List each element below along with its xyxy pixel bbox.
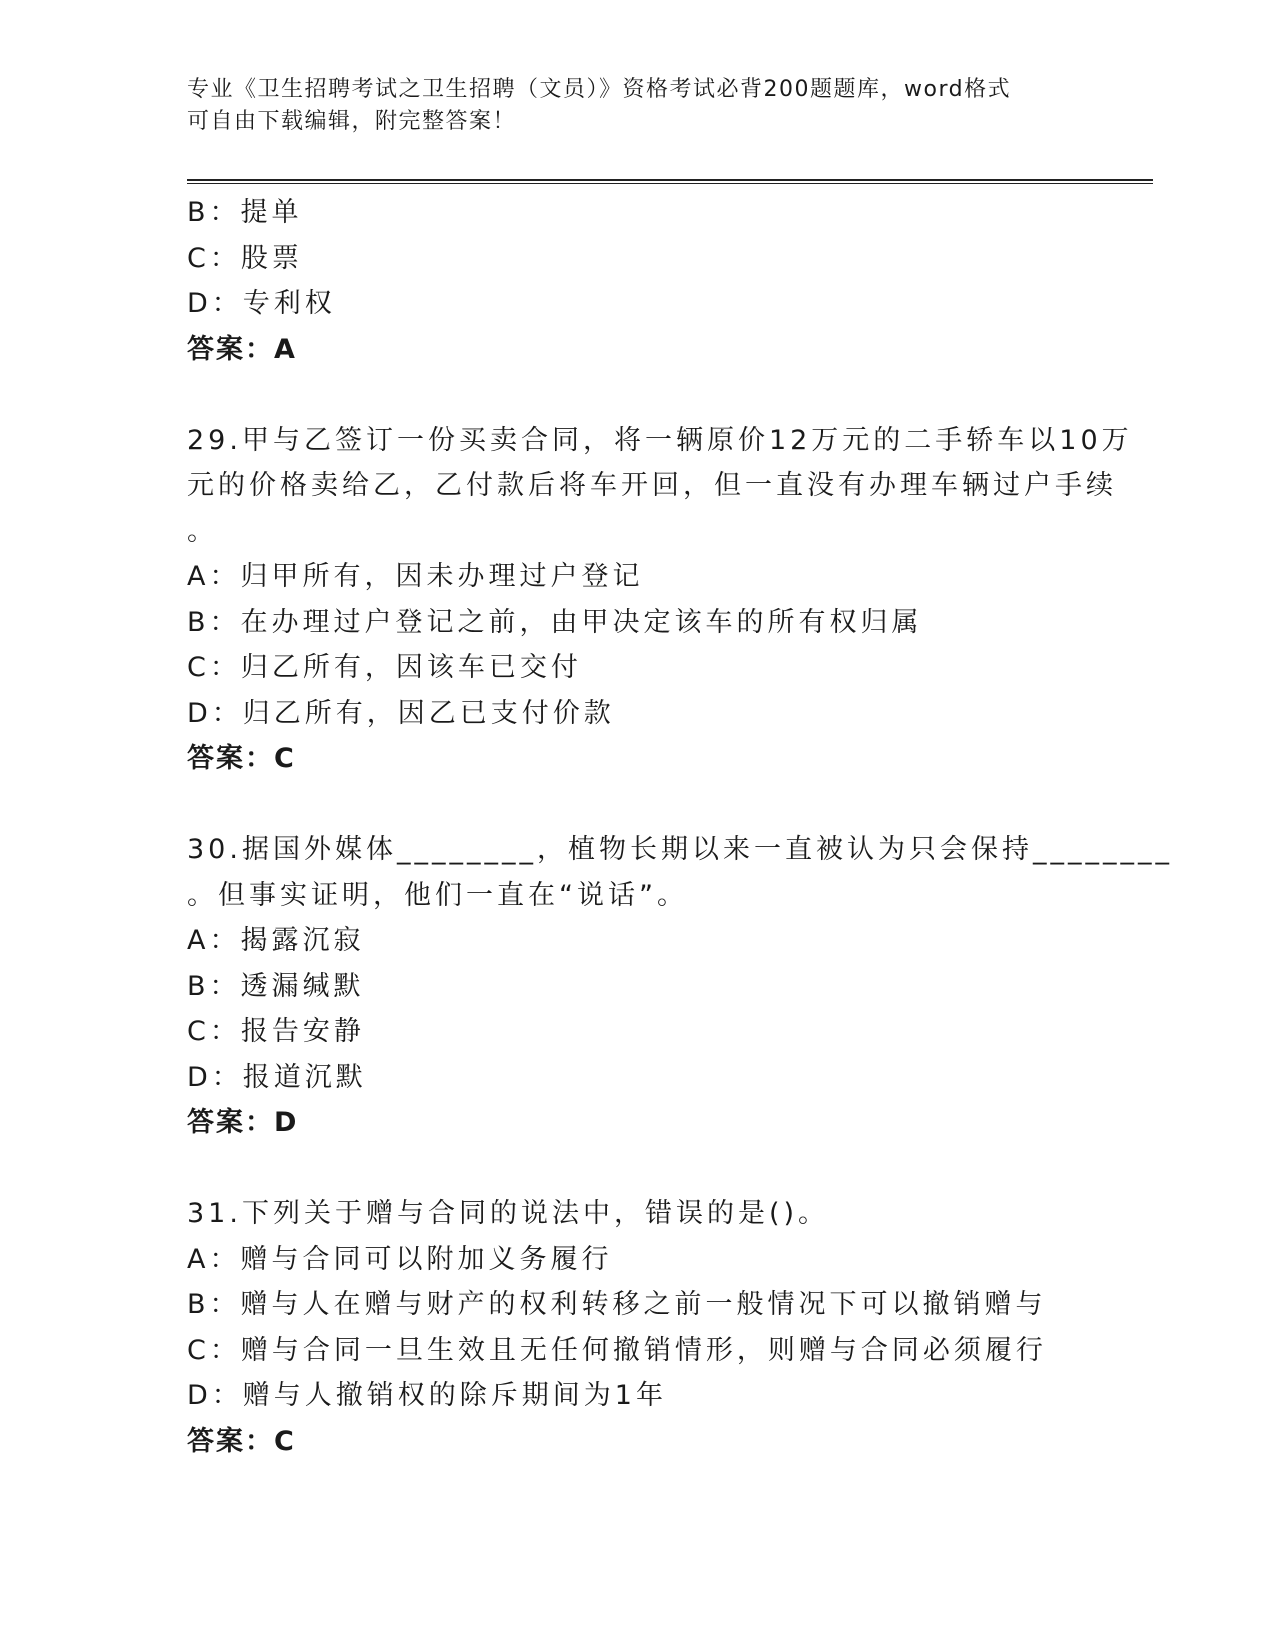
- question-block-29: [187, 418, 1133, 782]
- spacer: [187, 782, 1087, 828]
- option-c: C：归乙所有，因该车已交付: [187, 652, 582, 683]
- question-list: [187, 190, 1173, 1464]
- option-b: B：提单: [187, 197, 303, 228]
- option-d: D：报道沉默: [187, 1061, 367, 1093]
- question-stem-line: 31.下列关于赠与合同的说法中，错误的是()。: [187, 1198, 830, 1229]
- question-block-30: [187, 827, 1173, 1146]
- spacer: [187, 1146, 1087, 1192]
- answer-line: 答案：A: [187, 333, 297, 365]
- question-block-31: [187, 1191, 1087, 1464]
- answer-line: 答案：D: [187, 1107, 299, 1138]
- option-d: D：归乙所有，因乙已支付价款: [187, 697, 615, 729]
- option-b: B：赠与人在赠与财产的权利转移之前一般情况下可以撤销赠与: [187, 1289, 1047, 1320]
- option-a: A：赠与合同可以附加义务履行: [187, 1243, 613, 1275]
- question-stem-line: 。: [187, 515, 218, 547]
- document-header: [187, 74, 1087, 138]
- header-title-line-2: 可自由下载编辑，附完整答案！: [187, 109, 517, 134]
- question-stem-line: 。但事实证明，他们一直在“说话”。: [187, 879, 688, 911]
- option-d: D：赠与人撤销权的除斥期间为1年: [187, 1380, 667, 1411]
- answer-line: 答案：C: [187, 1425, 296, 1457]
- answer-line: 答案：C: [187, 743, 296, 774]
- question-stem-line: 元的价格卖给乙，乙付款后将车开回，但一直没有办理车辆过户手续: [187, 470, 1117, 501]
- question-stem-line: 30.据国外媒体________，植物长期以来一直被认为只会保持________: [187, 834, 1173, 865]
- option-b: B：在办理过户登记之前，由甲决定该车的所有权归属: [187, 606, 923, 638]
- question-block-28: [187, 190, 1087, 372]
- option-c: C：股票: [187, 242, 303, 274]
- spacer: [187, 372, 1087, 418]
- option-b: B：透漏缄默: [187, 970, 365, 1002]
- option-d: D：专利权: [187, 288, 336, 319]
- question-stem-line: 29.甲与乙签订一份买卖合同，将一辆原价12万元的二手轿车以10万: [187, 424, 1133, 456]
- option-c: C：报告安静: [187, 1016, 365, 1047]
- option-a: A：揭露沉寂: [187, 925, 365, 956]
- header-title-line-1: 专业《卫生招聘考试之卫生招聘（文员）》资格考试必背200题题库，word格式: [187, 77, 1012, 102]
- option-c: C：赠与合同一旦生效且无任何撤销情形，则赠与合同必须履行: [187, 1334, 1047, 1366]
- header-divider: [187, 179, 1153, 184]
- option-a: A：归甲所有，因未办理过户登记: [187, 561, 644, 592]
